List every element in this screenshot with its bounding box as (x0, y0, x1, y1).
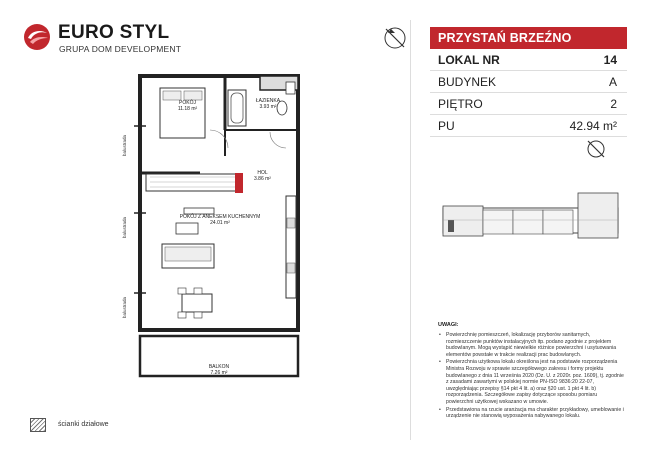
euro-styl-logo-icon (22, 22, 52, 52)
room-name: BALKON (208, 364, 230, 370)
room-label-pokoj (165, 100, 210, 112)
info-row-pu (430, 115, 627, 137)
room-name: POKÓJ Z ANEKSEM KUCHENNYM (179, 214, 261, 220)
info-value: A (608, 75, 617, 89)
logo-title: EURO STYL (58, 22, 170, 43)
info-key: BUDYNEK (438, 75, 497, 89)
info-value: 14 (603, 53, 617, 67)
note-item: • Przedstawiona na rzucie aranżacja ma charakter przykładowy, umeblowanie i urządzenie nie stanowią wyposażenia nabywanego lokalu. (446, 407, 624, 420)
room-area: 3.86 m² (254, 176, 271, 182)
room-name: POKÓJ (179, 100, 196, 106)
info-key: PIĘTRO (438, 97, 483, 111)
logo-subtitle: GRUPA DOM DEVELOPMENT (59, 44, 182, 54)
room-name: HOL (257, 170, 268, 176)
room-area: 7.26 m² (210, 370, 228, 376)
floor-plan (110, 68, 330, 398)
note-item: • Powierzchnia użytkowa lokalu określona jest na podstawie rozporządzenia Ministra Rozwoju w sprawie szczegółowego zakresu i formy projektu budowlanego z dnia 11 września 2020 (Dz. U. z 2020r. poz. 1609), tj. zgodnie z zasadami zawartymi w polskiej normie PN-ISO 9836:20 22-07, uwzględniając przepisy §14 pkt 4 lit. a) oraz §20 ust. 1 pkt 4 lit. b) rozporządzenia. Szczegółowe zapisy dotyczące sposobu pomiaru powierzchni użytkowej wskazano w umowie. (446, 359, 624, 405)
room-label-lazienka (248, 98, 288, 110)
project-banner: PRZYSTAŃ BRZEŹNO (430, 27, 627, 49)
room-name: ŁAZIENKA (255, 98, 281, 104)
info-key: LOKAL NR (438, 53, 500, 67)
north-compass-icon (382, 25, 408, 51)
info-value: 42.94 m² (569, 119, 617, 133)
partition-wall-swatch (30, 418, 46, 432)
notes-list (446, 332, 624, 421)
floor-plan-drawing (110, 68, 330, 398)
side-label: balustrada (122, 216, 127, 238)
side-label: balustrada (122, 134, 127, 156)
room-area: 24.01 m² (210, 220, 230, 226)
room-area: 11.18 m² (177, 106, 198, 112)
room-label-hol (245, 170, 280, 182)
notes-title: UWAGI: (438, 322, 459, 328)
info-key: PU (438, 119, 455, 133)
legend-label: ścianki działowe (58, 421, 109, 428)
info-row-lokal (430, 49, 627, 71)
room-label-pokoj-aneks (170, 214, 270, 226)
room-area: 3.93 m² (259, 104, 277, 110)
info-value: 2 (610, 97, 617, 111)
info-row-pietro (430, 93, 627, 115)
vertical-divider (410, 20, 411, 440)
north-compass-small-icon (585, 138, 607, 160)
note-item: • Powierzchnię pomieszczeń, lokalizację przyborów sanitarnych, rozmieszczenie punktów instalacyjnych itp. podano zgodnie z projektem budowlanym. Mogą wystąpić niewielkie różnice powierzchni i usytuowania elementów powstałe w trakcie realizacji prac budowlanych. (446, 332, 624, 358)
side-label: balustrada (122, 296, 127, 318)
room-label-balkon (194, 364, 244, 376)
info-row-budynek (430, 71, 627, 93)
building-key-plan (438, 188, 623, 258)
